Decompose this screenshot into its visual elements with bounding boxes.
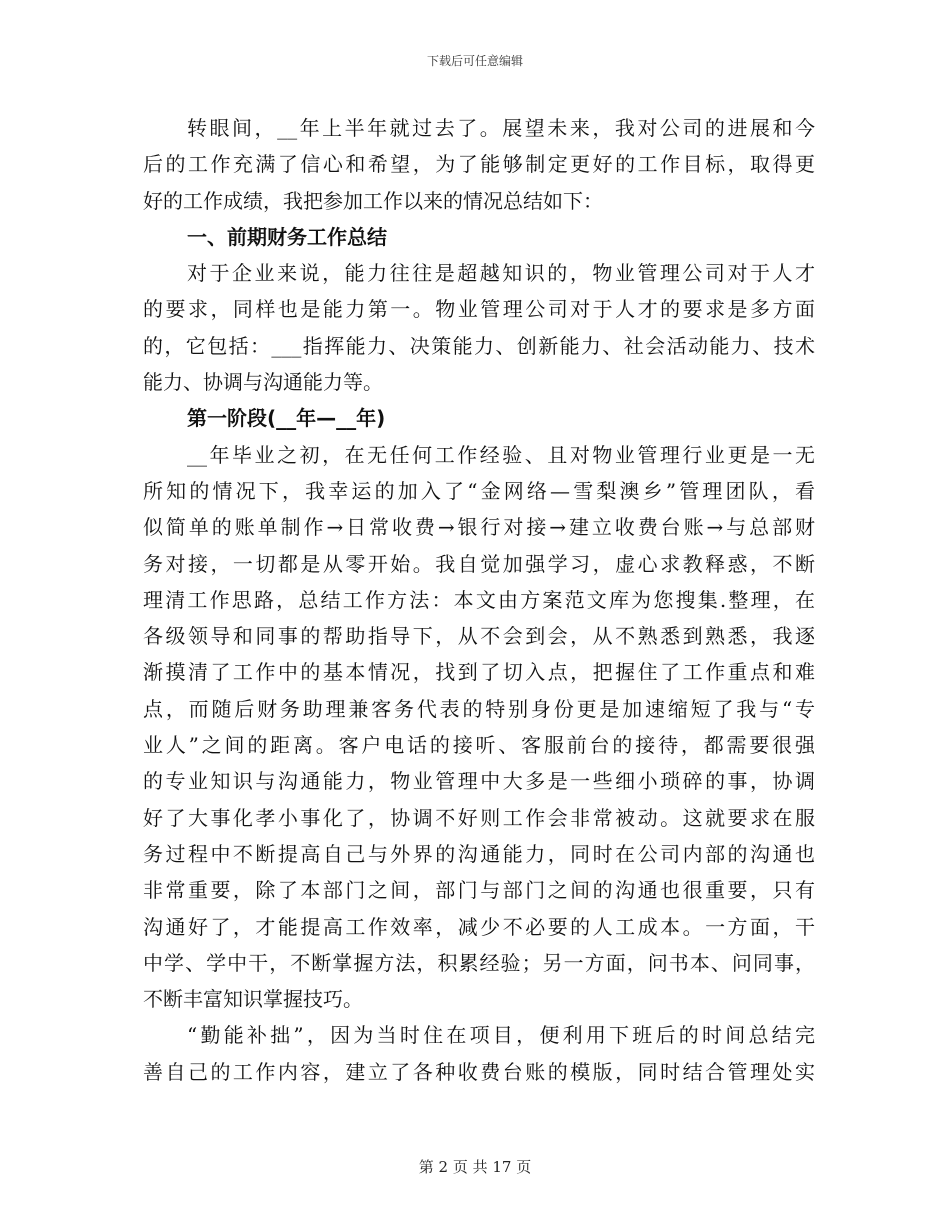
paragraph-line: 非常重要，除了本部门之间，部门与部门之间的沟通也很重要，只有	[143, 878, 815, 903]
paragraph-line: 各级领导和同事的帮助指导下，从不会到会，从不熟悉到熟悉，我逐	[143, 624, 815, 649]
document-body	[143, 110, 815, 1090]
paragraph-line: 点，而随后财务助理兼客务代表的特别身份更是加速缩短了我与“专	[143, 696, 815, 721]
paragraph-line: “勤能补拙”，因为当时住在项目，便利用下班后的时间总结完	[187, 1023, 815, 1048]
paragraph-line: 务过程中不断提高自己与外界的沟通能力，同时在公司内部的沟通也	[143, 841, 815, 866]
paragraph-line: 善自己的工作内容，建立了各种收费台账的模版，同时结合管理处实	[143, 1059, 815, 1084]
paragraph-line: 的，它包括：___指挥能力、决策能力、创新能力、社会活动能力、技术	[143, 333, 815, 358]
page-number: 第 2 页 共 17 页	[418, 1158, 532, 1176]
paragraph-line: 中学、学中干，不断掌握方法，积累经验；另一方面，问书本、问同事，	[143, 950, 815, 975]
paragraph-line: 业人”之间的距离。客户电话的接听、客服前台的接待，都需要很强	[143, 733, 815, 758]
paragraph-line: 的要求，同样也是能力第一。物业管理公司对于人才的要求是多方面	[143, 297, 815, 322]
paragraph-line: 似简单的账单制作→日常收费→银行对接→建立收费台账→与总部财	[143, 515, 815, 540]
paragraph-line: 对于企业来说，能力往往是超越知识的，物业管理公司对于人才	[187, 261, 815, 286]
paragraph-line: 理清工作思路，总结工作方法：本文由方案范文库为您搜集.整理，在	[143, 587, 815, 612]
paragraph-line: 后的工作充满了信心和希望，为了能够制定更好的工作目标，取得更	[143, 152, 815, 177]
paragraph-line: 转眼间，__年上半年就过去了。展望未来，我对公司的进展和今	[187, 116, 815, 140]
section-heading: 一、前期财务工作总结	[187, 224, 387, 249]
paragraph-line: 沟通好了，才能提高工作效率，减少不必要的人工成本。一方面，干	[143, 914, 815, 939]
page-header-note: 下载后可任意编辑	[426, 54, 523, 68]
paragraph-line: __年毕业之初，在无任何工作经验、且对物业管理行业更是一无	[187, 442, 815, 467]
paragraph-line: 务对接，一切都是从零开始。我自觉加强学习，虚心求教释惑，不断	[143, 551, 815, 576]
paragraph-line: 的专业知识与沟通能力，物业管理中大多是一些细小琐碎的事，协调	[143, 769, 815, 794]
paragraph-line: 渐摸清了工作中的基本情况，找到了切入点，把握住了工作重点和难	[143, 660, 815, 685]
paragraph-line: 好的工作成绩，我把参加工作以来的情况总结如下：	[143, 188, 603, 213]
paragraph-line: 不断丰富知识掌握技巧。	[143, 987, 363, 1012]
paragraph-line: 能力、协调与沟通能力等。	[143, 370, 383, 395]
paragraph-line: 好了大事化孝小事化了，协调不好则工作会非常被动。这就要求在服	[143, 805, 815, 830]
paragraph-line: 所知的情况下，我幸运的加入了“金网络—雪梨澳乡”管理团队，看	[143, 478, 815, 503]
subsection-heading: 第一阶段(__年—__年)	[187, 406, 386, 431]
